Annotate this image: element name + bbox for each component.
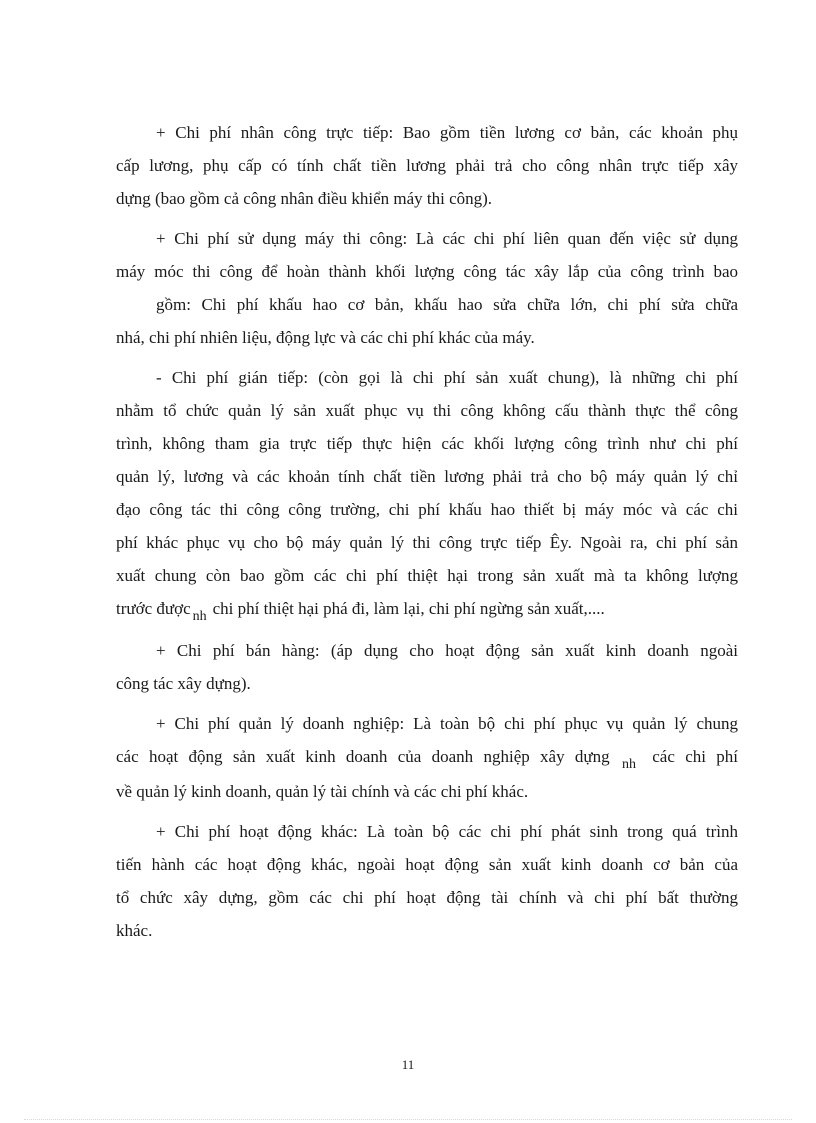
text-fragment: chi phí thiệt hại phá đi, làm lại, chi phí ngừng sản xuất,....	[212, 599, 605, 618]
text-line: dựng (bao gồm cả công nhân điều khiển máy thi công).	[116, 189, 493, 208]
text-line: công tác xây dựng).	[116, 674, 251, 693]
text-line	[116, 740, 738, 775]
subscript-fragment: nh	[621, 757, 636, 772]
text-line: phí khác phục vụ cho bộ máy quản lý thi công trực tiếp Êy. Ngoài ra, chi phí sản	[116, 533, 738, 552]
text-line: + Chi phí sử dụng máy thi công: Là các chi phí liên quan đến việc sử dụng	[156, 229, 738, 248]
document-page	[116, 116, 738, 954]
text-line: xuất chung còn bao gồm các chi phí thiệt hại trong sản xuất mà ta không lượng	[116, 566, 738, 585]
text-line: khác.	[116, 921, 153, 940]
paragraph-machine-cost	[116, 222, 738, 354]
text-line: quản lý, lương và các khoản tính chất tiền lương phải trả cho bộ máy quản lý chỉ	[116, 467, 738, 486]
page-bottom-divider	[24, 1119, 792, 1120]
text-line: + Chi phí nhân công trực tiếp: Bao gồm tiền lương cơ bản, các khoản phụ	[156, 123, 738, 142]
text-line: gồm: Chi phí khấu hao cơ bản, khấu hao sửa chữa lớn, chi phí sửa chữa	[156, 295, 738, 314]
text-line: cấp lương, phụ cấp có tính chất tiền lương phải trả cho công nhân trực tiếp xây	[116, 156, 738, 175]
text-line: tiến hành các hoạt động khác, ngoài hoạt động sản xuất kinh doanh cơ bản của	[116, 855, 738, 874]
text-line: máy móc thi công để hoàn thành khối lượng công tác xây lắp của công trình bao	[116, 262, 738, 281]
page-number: 11	[401, 1057, 415, 1072]
text-line: về quản lý kinh doanh, quản lý tài chính và các chi phí khác.	[116, 782, 529, 801]
text-line: + Chi phí quản lý doanh nghiệp: Là toàn bộ chi phí phục vụ quản lý chung	[156, 714, 738, 733]
text-line: + Chi phí hoạt động khác: Là toàn bộ các chi phí phát sinh trong quá trình	[156, 822, 738, 841]
text-line: + Chi phí bán hàng: (áp dụng cho hoạt động sản xuất kinh doanh ngoài	[156, 641, 738, 660]
text-line: tổ chức xây dựng, gồm các chi phí hoạt động tài chính và chi phí bất thường	[116, 888, 738, 907]
paragraph-admin-cost	[116, 707, 738, 808]
paragraph-direct-labor	[116, 116, 738, 215]
text-line: nhá, chi phí nhiên liệu, động lực và các chi phí khác của máy.	[116, 328, 535, 347]
text-line: trình, không tham gia trực tiếp thực hiện các khối lượng công trình như chi phí	[116, 434, 738, 453]
text-line: - Chi phí gián tiếp: (còn gọi là chi phí sản xuất chung), là những chi phí	[156, 368, 738, 387]
paragraph-other-cost	[116, 815, 738, 947]
text-line	[116, 592, 738, 627]
text-line: nhằm tổ chức quản lý sản xuất phục vụ thi công không cấu thành thực thể công	[116, 401, 738, 420]
text-line: đạo công tác thi công công trường, chi phí khấu hao thiết bị máy móc và các chi	[116, 500, 738, 519]
subscript-fragment: nh	[192, 609, 207, 624]
text-fragment: các hoạt động sản xuất kinh doanh của doanh nghiệp xây dựng	[116, 747, 610, 766]
paragraph-indirect-cost	[116, 361, 738, 627]
text-fragment: trước được	[116, 599, 191, 618]
text-fragment: các chi phí	[652, 747, 738, 766]
paragraph-selling-cost	[116, 634, 738, 700]
